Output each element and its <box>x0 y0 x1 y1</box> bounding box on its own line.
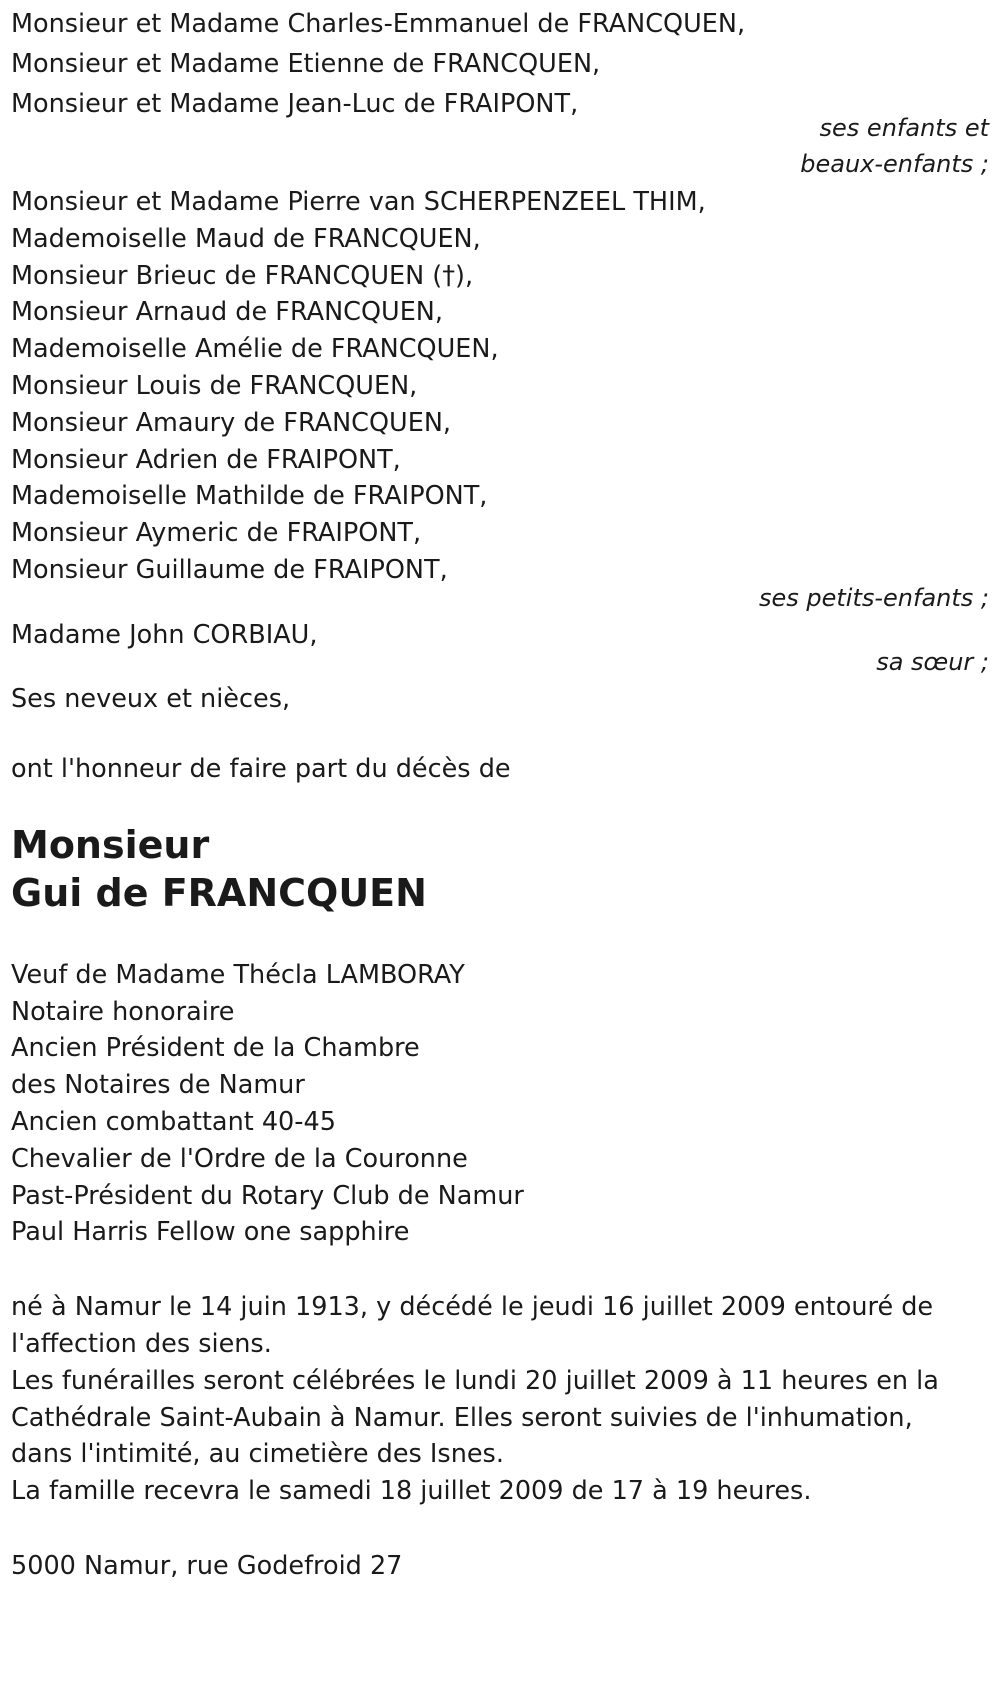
list-item: Mademoiselle Amélie de FRANCQUEN, <box>11 334 499 365</box>
list-item: Ancien Président de la Chambre <box>11 1033 420 1064</box>
list-item: Mademoiselle Maud de FRANCQUEN, <box>11 223 481 254</box>
text-line: dans l'intimité, au cimetière des Isnes. <box>11 1439 504 1470</box>
text-line: né à Namur le 14 juin 1913, y décédé le jeudi 16 juillet 2009 entouré de <box>11 1292 934 1323</box>
list-item: Monsieur Arnaud de FRANCQUEN, <box>11 297 443 328</box>
address: 5000 Namur, rue Godefroid 27 <box>11 1550 403 1581</box>
announcement-text: ont l'honneur de faire part du décès de <box>11 753 511 784</box>
list-item: Monsieur et Madame Etienne de FRANCQUEN, <box>11 49 601 79</box>
list-item: Notaire honoraire <box>11 996 235 1027</box>
role-label: beaux-enfants ; <box>800 150 989 178</box>
sister-name: Madame John CORBIAU, <box>11 619 318 650</box>
details-paragraph <box>11 1289 991 1510</box>
list-item: Monsieur et Madame Jean-Luc de FRAIPONT, <box>11 89 579 119</box>
text-line: Les funérailles seront célébrées le lundi 20 juillet 2009 à 11 heures en la <box>11 1365 939 1396</box>
nephews-line: Ses neveux et nièces, <box>11 683 291 714</box>
list-item: Paul Harris Fellow one sapphire <box>11 1217 410 1248</box>
list-item: Chevalier de l'Ordre de la Couronne <box>11 1143 468 1174</box>
deceased-title: Monsieur <box>11 822 210 867</box>
list-item: Monsieur Brieuc de FRANCQUEN (†), <box>11 260 474 291</box>
list-item: Monsieur Guillaume de FRAIPONT, <box>11 554 448 585</box>
list-item: Monsieur Aymeric de FRAIPONT, <box>11 518 422 549</box>
children-list <box>11 4 991 124</box>
list-item: Monsieur et Madame Pierre van SCHERPENZEEL THIM, <box>11 187 706 217</box>
list-item: Veuf de Madame Thécla LAMBORAY <box>11 959 465 990</box>
sister-role: sa sœur ; <box>876 647 989 676</box>
list-item: Past-Président du Rotary Club de Namur <box>11 1180 524 1211</box>
text-line: Cathédrale Saint-Aubain à Namur. Elles seront suivies de l'inhumation, <box>11 1402 913 1433</box>
text-line: La famille recevra le samedi 18 juillet 2009 de 17 à 19 heures. <box>11 1476 812 1507</box>
list-item: Monsieur Amaury de FRANCQUEN, <box>11 407 452 438</box>
list-item: Monsieur Adrien de FRAIPONT, <box>11 444 401 475</box>
obituary-notice <box>11 0 991 1584</box>
list-item: des Notaires de Namur <box>11 1070 305 1101</box>
grandchildren-list <box>11 184 991 589</box>
deceased-name: Gui de FRANCQUEN <box>11 870 427 915</box>
text-line: l'affection des siens. <box>11 1328 272 1359</box>
grandchildren-role: ses petits-enfants ; <box>758 583 989 612</box>
role-label: ses enfants et <box>819 114 989 142</box>
list-item: Ancien combattant 40-45 <box>11 1106 336 1137</box>
titles-list <box>11 957 991 1251</box>
list-item: Monsieur Louis de FRANCQUEN, <box>11 370 418 401</box>
list-item: Mademoiselle Mathilde de FRAIPONT, <box>11 481 488 512</box>
list-item: Monsieur et Madame Charles-Emmanuel de FRANCQUEN, <box>11 9 746 39</box>
